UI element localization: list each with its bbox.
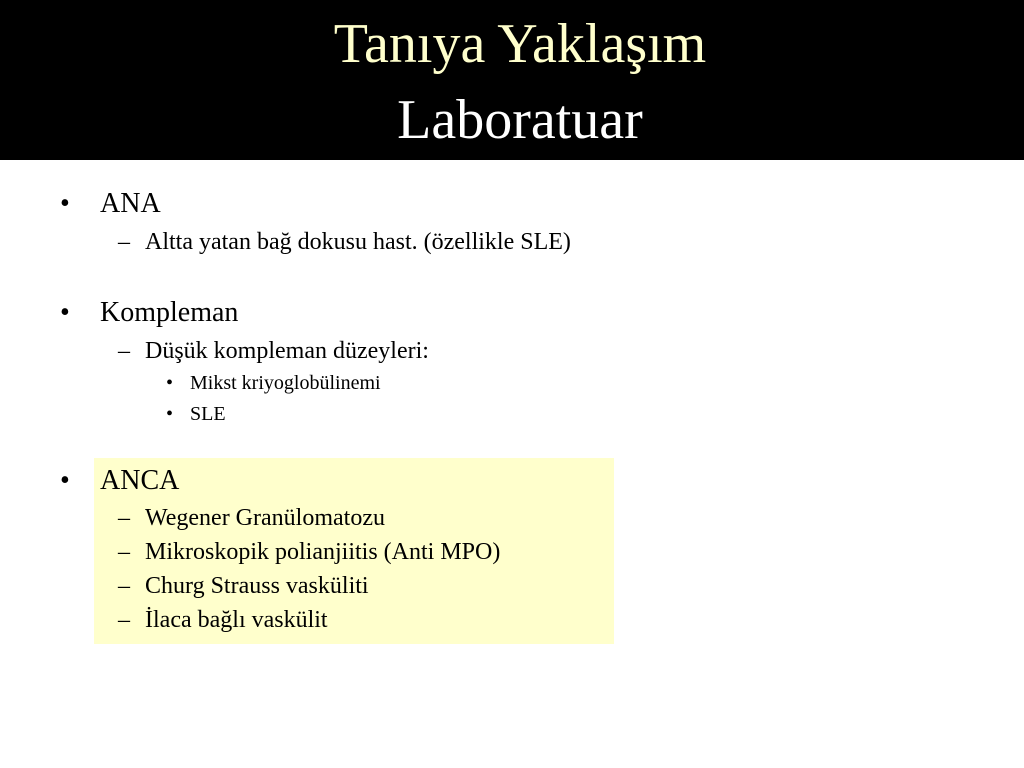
bullet-marker: •: [60, 297, 70, 328]
list-item: Churg Strauss vasküliti: [145, 573, 369, 599]
dash-marker: –: [118, 573, 130, 599]
list-item: Mikroskopik polianjiitis (Anti MPO): [145, 539, 501, 565]
section-heading-anca: ANCA: [100, 465, 180, 496]
sub-list-item: SLE: [190, 403, 226, 425]
slide-title: Tanıya Yaklaşım: [333, 13, 707, 75]
section-heading-kompleman: Kompleman: [100, 297, 239, 328]
list-item: Wegener Granülomatozu: [145, 505, 385, 531]
title-band: [0, 0, 1024, 160]
section-heading-ana: ANA: [100, 188, 161, 219]
list-item: Altta yatan bağ dokusu hast. (özellikle SLE): [145, 229, 571, 255]
dash-marker: –: [118, 338, 130, 364]
dash-marker: –: [118, 539, 130, 565]
list-item: İlaca bağlı vaskülit: [145, 607, 328, 633]
list-item: Düşük kompleman düzeyleri:: [145, 338, 429, 364]
dash-marker: –: [118, 607, 130, 633]
dash-marker: –: [118, 505, 130, 531]
bullet-marker: •: [60, 465, 70, 496]
sub-list-item: Mikst kriyoglobülinemi: [190, 372, 381, 394]
bullet-marker: •: [166, 403, 174, 425]
bullet-marker: •: [60, 188, 70, 219]
slide-subtitle: Laboratuar: [397, 89, 643, 151]
bullet-marker: •: [166, 372, 174, 394]
dash-marker: –: [118, 229, 130, 255]
